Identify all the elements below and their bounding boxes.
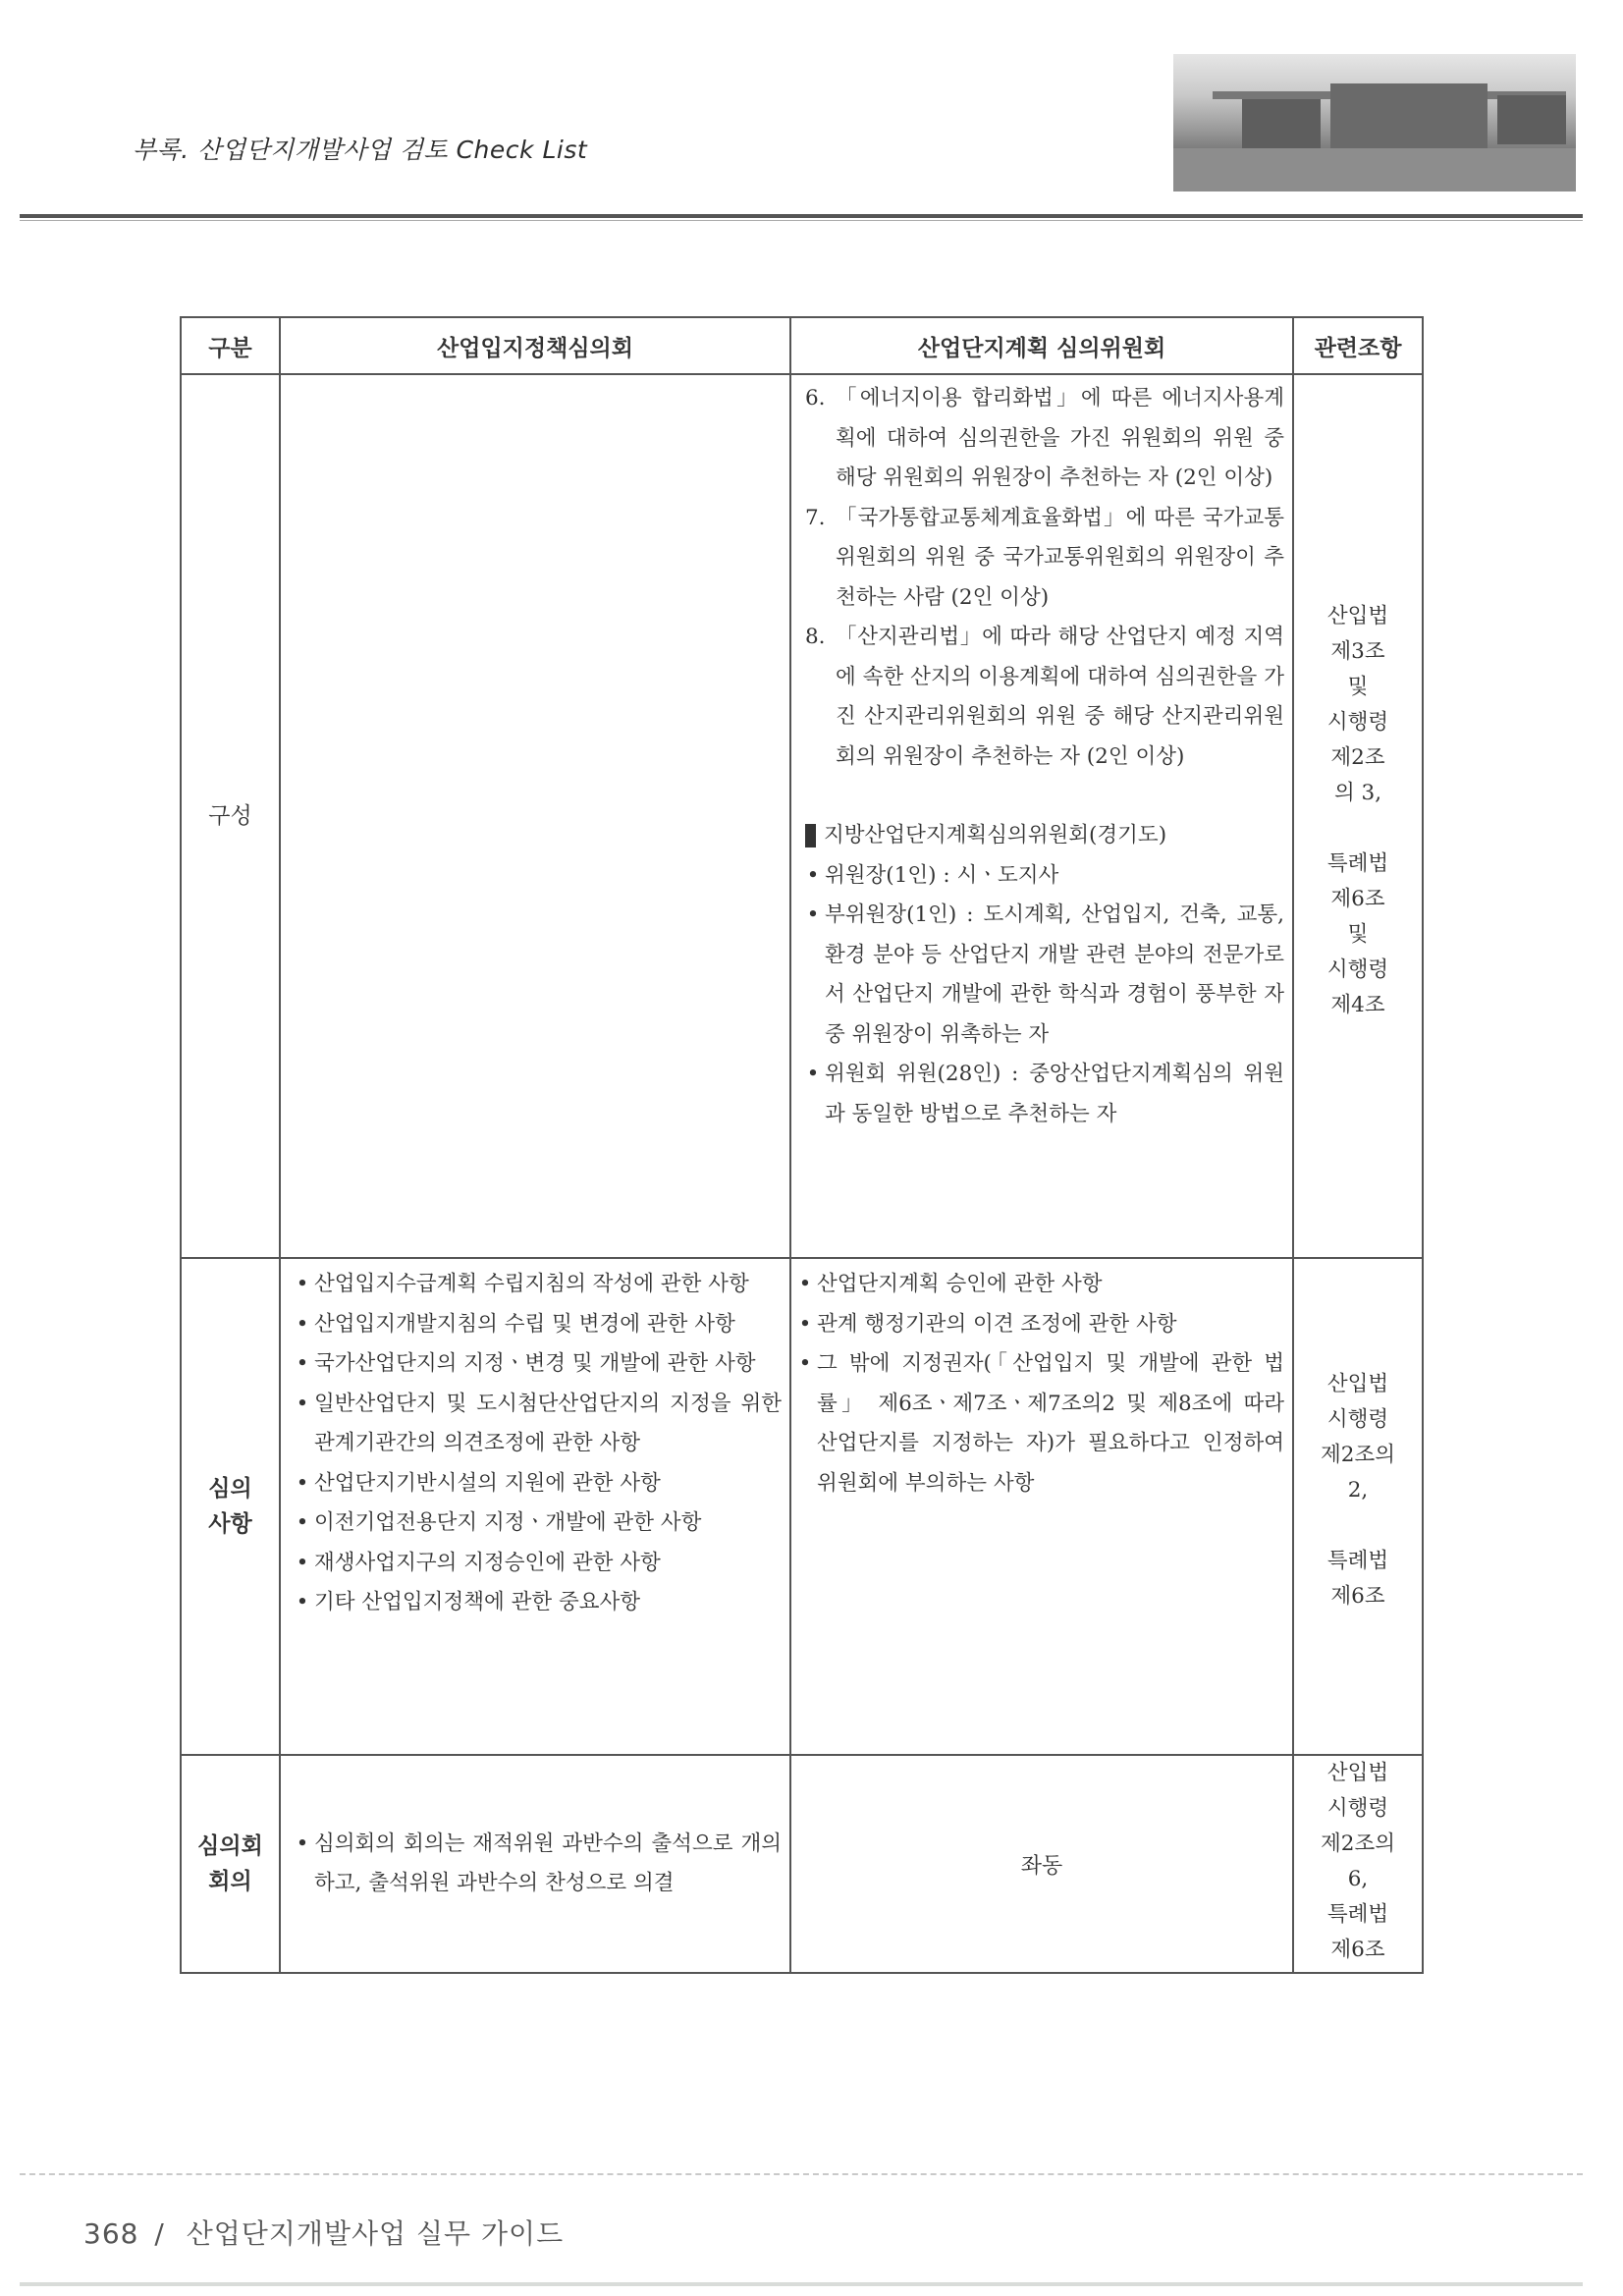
- list-item: • 관계 행정기관의 이견 조정에 관한 사항: [793, 1305, 1284, 1345]
- policy-composition-cell: [280, 374, 790, 1258]
- square-bullet-icon: [805, 824, 816, 847]
- law-deliberation-cell: 산입법 시행령 제2조의 2, 특례법 제6조: [1293, 1258, 1423, 1755]
- header-policy-council: 산업입지정책심의회: [280, 317, 790, 374]
- list-item: • 산업입지수급계획 수립지침의 작성에 관한 사항: [291, 1265, 782, 1305]
- list-item: • 심의회의 회의는 재적위원 과반수의 출석으로 개의하고, 출석위원 과반수의 찬성으로 의결: [291, 1825, 782, 1904]
- bullet-list: [791, 1265, 1292, 1503]
- plan-meeting-cell: [790, 1755, 1293, 1973]
- law-composition-cell: 산입법 제3조 및 시행령 제2조 의 3, 특례법 제6조 및 시행령 제4조: [1293, 374, 1423, 1258]
- bullet-icon: •: [806, 902, 820, 927]
- list-item: • 일반산업단지 및 도시첨단산업단지의 지정을 위한 관계기관간의 의견조정에 관한 사항: [291, 1385, 782, 1464]
- bullet-icon: •: [798, 1351, 812, 1376]
- list-item: • 산업입지개발지침의 수립 및 변경에 관한 사항: [291, 1305, 782, 1345]
- bullet-icon: •: [806, 1062, 820, 1086]
- bullet-list: [281, 1265, 789, 1623]
- bullet-icon: •: [806, 862, 820, 888]
- category-composition: [181, 374, 280, 1258]
- header-rule: [20, 214, 1583, 218]
- policy-meeting-cell: [280, 1755, 790, 1973]
- table-header-row: [181, 317, 1423, 374]
- table-row-deliberation: [181, 1258, 1423, 1755]
- bullet-icon: •: [296, 1831, 309, 1856]
- footer-rule: [20, 2173, 1583, 2175]
- header-rule-thin: [20, 220, 1583, 221]
- list-item: • 위원회 위원(28인) : 중앙산업단지계획심의 위원과 동일한 방법으로 추천하는 자: [801, 1055, 1284, 1134]
- comparison-table: [180, 316, 1424, 1974]
- footer-title: 산업단지개발사업 실무 가이드: [186, 2217, 565, 2250]
- bullet-icon: •: [296, 1311, 309, 1337]
- category-label: 구성: [208, 803, 252, 829]
- bullet-icon: •: [296, 1272, 309, 1296]
- list-item: 7. 「국가통합교통체계효율화법」에 따른 국가교통위원회의 위원 중 국가교통위원회의 위원장이 추천하는 사람 (2인 이상): [805, 505, 1284, 610]
- list-item: • 이전기업전용단지 지정ㆍ개발에 관한 사항: [291, 1503, 782, 1544]
- list-item: • 기타 산업입지정책에 관한 중요사항: [291, 1583, 782, 1623]
- header-building-photo: [1173, 54, 1576, 191]
- bullet-icon: •: [296, 1510, 309, 1535]
- table-row-composition: [181, 374, 1423, 1258]
- page-number: 368: [83, 2217, 139, 2250]
- list-item: 8. 「산지관리법」에 따라 해당 산업단지 예정 지역에 속한 산지의 이용계획에 대하여 심의권한을 가진 산지관리위원회의 위원 중 해당 산지관리위원회의 위원장이 추천하는 자 (2인 이상): [805, 625, 1284, 769]
- footer-bottom-rule: [20, 2282, 1583, 2286]
- category-deliberation: 심의 사항: [181, 1258, 280, 1755]
- list-item: • 산업단지계획 승인에 관한 사항: [793, 1265, 1284, 1305]
- policy-deliberation-cell: [280, 1258, 790, 1755]
- list-item: • 산업단지기반시설의 지원에 관한 사항: [291, 1464, 782, 1504]
- list-item: • 그 밖에 지정권자(「산업입지 및 개발에 관한 법률」 제6조ㆍ제7조ㆍ제7조의2 및 제8조에 따라 산업단지를 지정하는 자)가 필요하다고 인정하여 위원회에 부의하는 사항: [793, 1344, 1284, 1503]
- list-item: 6. 「에너지이용 합리화법」에 따른 에너지사용계획에 대하여 심의권한을 가진 위원회의 위원 중 해당 위원회의 위원장이 추천하는 자 (2인 이상): [805, 386, 1284, 490]
- header-title: 부록. 산업단지개발사업 검토 Check List: [133, 136, 588, 164]
- bullet-list: [281, 1825, 789, 1904]
- table-row-meeting: [181, 1755, 1423, 1973]
- header-plan-committee: 산업단지계획 심의위원회: [790, 317, 1293, 374]
- law-meeting-cell: 산입법 시행령 제2조의 6, 특례법 제6조: [1293, 1755, 1423, 1973]
- bullet-icon: •: [296, 1351, 309, 1376]
- numbered-list: [791, 379, 1292, 777]
- header-category: 구분: [181, 317, 280, 374]
- list-item: • 위원장(1인) : 시ㆍ도지사: [801, 856, 1284, 897]
- footer: [83, 2213, 564, 2252]
- plan-composition-cell: [790, 374, 1293, 1258]
- same-as-left-text: 좌동: [1020, 1853, 1063, 1879]
- subsection-heading: 지방산업단지계획심의위원회(경기도): [791, 816, 1292, 856]
- bullet-list: [791, 856, 1292, 1135]
- bullet-icon: •: [798, 1311, 812, 1337]
- bullet-icon: •: [296, 1470, 309, 1496]
- bullet-icon: •: [798, 1272, 812, 1296]
- plan-deliberation-cell: [790, 1258, 1293, 1755]
- bullet-icon: •: [296, 1590, 309, 1614]
- bullet-icon: •: [296, 1391, 309, 1416]
- header-related-articles: 관련조항: [1293, 317, 1423, 374]
- footer-separator: /: [154, 2217, 165, 2250]
- list-item: • 국가산업단지의 지정ㆍ변경 및 개발에 관한 사항: [291, 1344, 782, 1385]
- list-item: • 부위원장(1인) : 도시계획, 산업입지, 건축, 교통, 환경 분야 등 산업단지 개발 관련 분야의 전문가로서 산업단지 개발에 관한 학식과 경험이 풍부한 자 중 위원장이 위촉하는 자: [801, 896, 1284, 1055]
- category-meeting: 심의회 회의: [181, 1755, 280, 1973]
- list-item: • 재생사업지구의 지정승인에 관한 사항: [291, 1544, 782, 1584]
- bullet-icon: •: [296, 1550, 309, 1575]
